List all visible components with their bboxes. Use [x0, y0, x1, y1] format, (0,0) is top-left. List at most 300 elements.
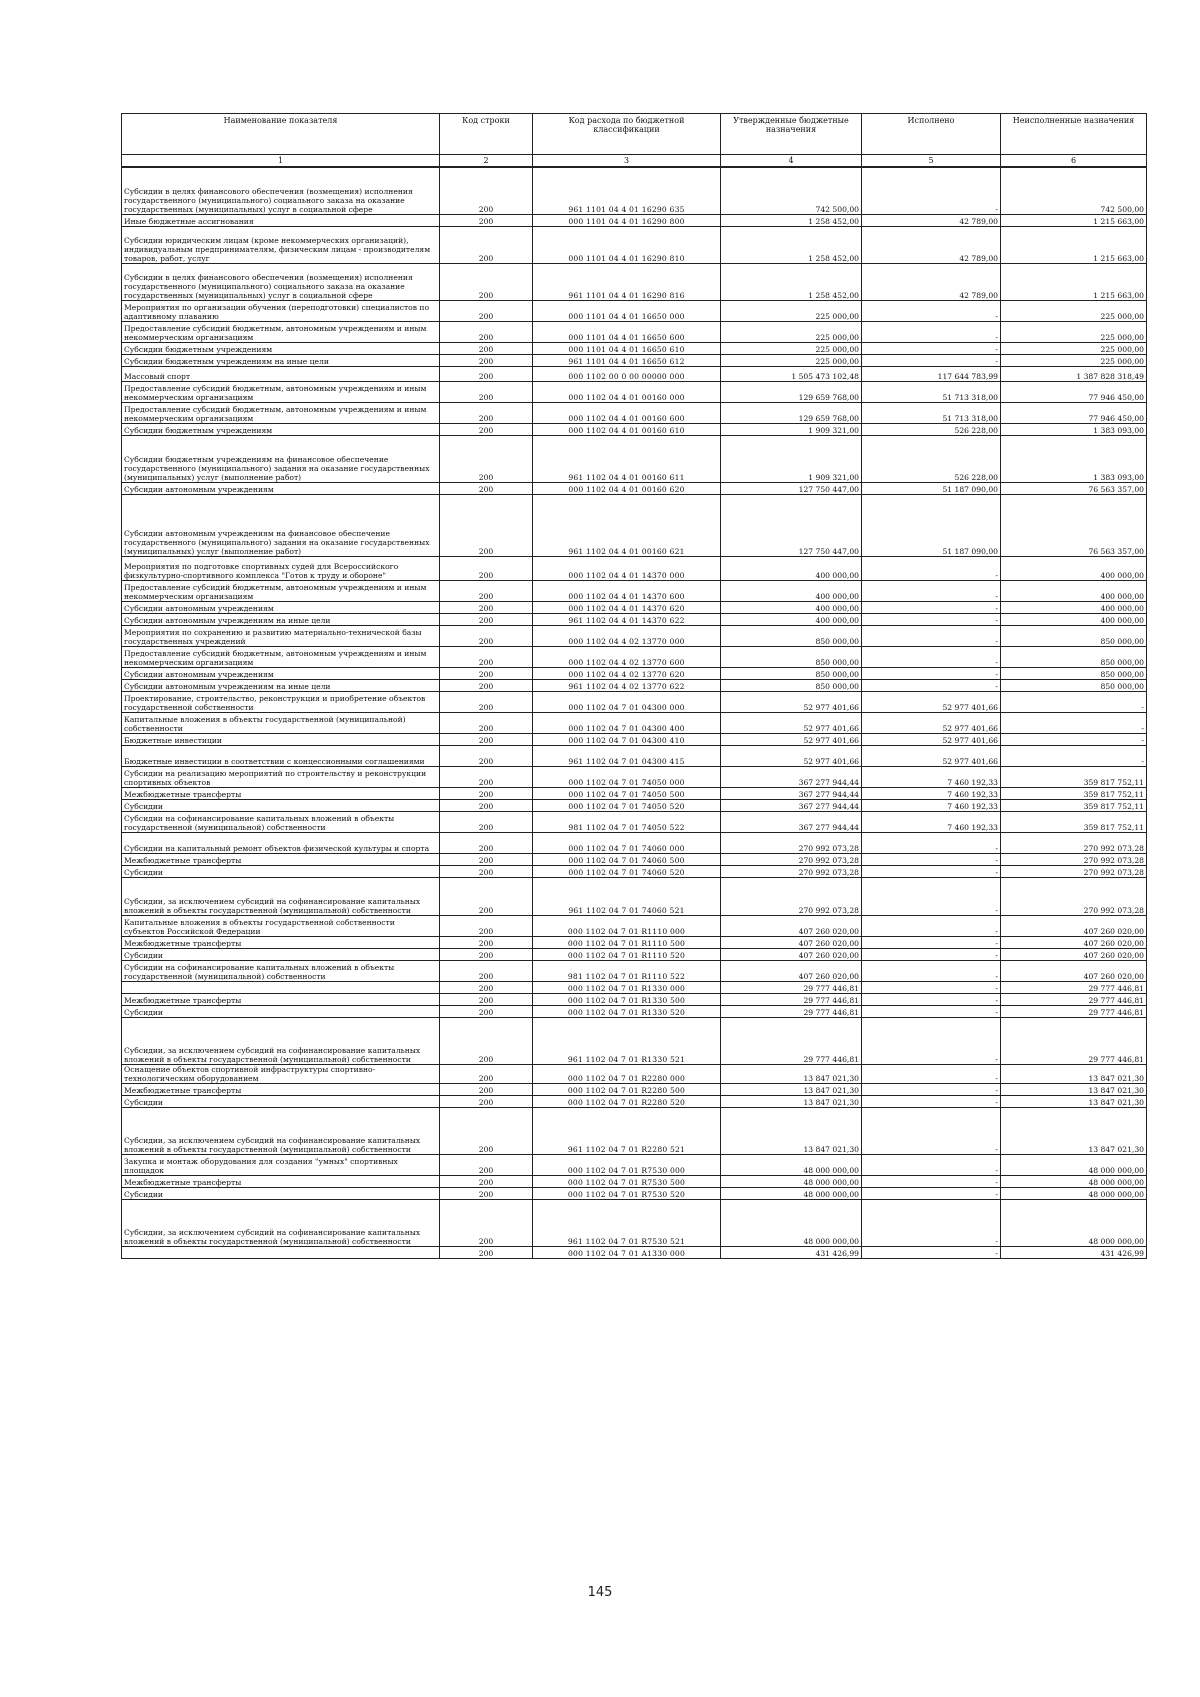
- cell-approved: 129 659 768,00: [721, 381, 862, 402]
- cell-name: Межбюджетные трансферты: [122, 993, 440, 1005]
- cell-expense-code: 000 1102 04 7 01 R7530 520: [533, 1187, 721, 1199]
- header-expense-code: Код расхода по бюджетной классификации: [533, 114, 721, 155]
- cell-remaining: -: [1001, 733, 1147, 745]
- cell-approved: 742 500,00: [721, 167, 862, 214]
- table-row: [122, 1064, 1147, 1083]
- cell-approved: 29 777 446,81: [721, 993, 862, 1005]
- cell-executed: -: [862, 646, 1001, 667]
- cell-line-code: 200: [440, 366, 533, 381]
- cell-line-code: 200: [440, 1095, 533, 1107]
- cell-name: Предоставление субсидий бюджетным, автономным учреждениям и иным некоммерческим организациям: [122, 646, 440, 667]
- table-row: [122, 1107, 1147, 1154]
- cell-remaining: 76 563 357,00: [1001, 482, 1147, 494]
- cell-line-code: 200: [440, 226, 533, 263]
- cell-expense-code: 981 1102 04 7 01 74050 522: [533, 811, 721, 832]
- cell-approved: 1 258 452,00: [721, 214, 862, 226]
- cell-executed: -: [862, 853, 1001, 865]
- cell-name: Субсидии бюджетным учреждениям на иные цели: [122, 354, 440, 366]
- cell-approved: 270 992 073,28: [721, 877, 862, 915]
- table-row: [122, 1199, 1147, 1246]
- cell-executed: 7 460 192,33: [862, 799, 1001, 811]
- table-row: [122, 1005, 1147, 1017]
- cell-name: Субсидии, за исключением субсидий на софинансирование капитальных вложений в объекты государственной (муниципальной) собственности: [122, 877, 440, 915]
- table-row: [122, 667, 1147, 679]
- table-row: [122, 1083, 1147, 1095]
- cell-name: Субсидии: [122, 865, 440, 877]
- cell-line-code: 200: [440, 601, 533, 613]
- cell-name: Межбюджетные трансферты: [122, 936, 440, 948]
- cell-approved: 270 992 073,28: [721, 865, 862, 877]
- cell-remaining: 359 817 752,11: [1001, 811, 1147, 832]
- cell-executed: 51 187 090,00: [862, 494, 1001, 556]
- cell-expense-code: 000 1102 04 7 01 R7530 000: [533, 1154, 721, 1175]
- cell-line-code: 200: [440, 342, 533, 354]
- cell-remaining: 225 000,00: [1001, 321, 1147, 342]
- cell-executed: -: [862, 915, 1001, 936]
- cell-name: Субсидии, за исключением субсидий на софинансирование капитальных вложений в объекты государственной (муниципальной) собственности: [122, 1199, 440, 1246]
- cell-approved: 400 000,00: [721, 613, 862, 625]
- cell-remaining: 1 387 828 318,49: [1001, 366, 1147, 381]
- cell-remaining: 48 000 000,00: [1001, 1154, 1147, 1175]
- cell-expense-code: 000 1102 04 7 01 74050 500: [533, 787, 721, 799]
- cell-name: Субсидии: [122, 799, 440, 811]
- cell-executed: -: [862, 1187, 1001, 1199]
- header-executed: Исполнено: [862, 114, 1001, 155]
- table-row: [122, 1154, 1147, 1175]
- cell-line-code: 200: [440, 263, 533, 300]
- cell-remaining: 359 817 752,11: [1001, 799, 1147, 811]
- cell-line-code: 200: [440, 435, 533, 482]
- cell-line-code: 200: [440, 321, 533, 342]
- cell-line-code: 200: [440, 936, 533, 948]
- cell-line-code: 200: [440, 556, 533, 580]
- cell-executed: -: [862, 625, 1001, 646]
- cell-approved: 225 000,00: [721, 354, 862, 366]
- cell-executed: 52 977 401,66: [862, 733, 1001, 745]
- cell-approved: 1 258 452,00: [721, 226, 862, 263]
- cell-expense-code: 000 1102 04 7 01 R1330 520: [533, 1005, 721, 1017]
- cell-name: Мероприятия по организации обучения (переподготовки) специалистов по адаптивному плаванию: [122, 300, 440, 321]
- cell-expense-code: 000 1102 04 4 01 00160 610: [533, 423, 721, 435]
- cell-name: Иные бюджетные ассигнования: [122, 214, 440, 226]
- cell-approved: 1 909 321,00: [721, 423, 862, 435]
- table-row: [122, 167, 1147, 214]
- table-row: [122, 981, 1147, 993]
- cell-line-code: 200: [440, 625, 533, 646]
- cell-name: Межбюджетные трансферты: [122, 1175, 440, 1187]
- header-number-5: 5: [862, 155, 1001, 168]
- table-row: [122, 865, 1147, 877]
- cell-expense-code: 000 1102 00 0 00 00000 000: [533, 366, 721, 381]
- cell-name: Субсидии на софинансирование капитальных вложений в объекты государственной (муниципальной) собственности: [122, 811, 440, 832]
- cell-remaining: 225 000,00: [1001, 342, 1147, 354]
- table-row: [122, 877, 1147, 915]
- cell-executed: 52 977 401,66: [862, 745, 1001, 766]
- cell-executed: 526 228,00: [862, 435, 1001, 482]
- cell-remaining: 400 000,00: [1001, 580, 1147, 601]
- cell-expense-code: 961 1101 04 4 01 16650 612: [533, 354, 721, 366]
- cell-remaining: 1 215 663,00: [1001, 226, 1147, 263]
- cell-name: Оснащение объектов спортивной инфраструктуры спортивно-технологическим оборудованием: [122, 1064, 440, 1083]
- cell-line-code: 200: [440, 613, 533, 625]
- cell-approved: 367 277 944,44: [721, 787, 862, 799]
- cell-name: Предоставление субсидий бюджетным, автономным учреждениям и иным некоммерческим организациям: [122, 402, 440, 423]
- cell-line-code: 200: [440, 167, 533, 214]
- cell-executed: -: [862, 321, 1001, 342]
- cell-expense-code: 961 1102 04 4 01 00160 621: [533, 494, 721, 556]
- cell-expense-code: 000 1102 04 4 01 00160 000: [533, 381, 721, 402]
- cell-approved: 48 000 000,00: [721, 1187, 862, 1199]
- cell-expense-code: 961 1102 04 7 01 R7530 521: [533, 1199, 721, 1246]
- table-row: [122, 832, 1147, 853]
- cell-expense-code: 000 1102 04 7 01 R1330 500: [533, 993, 721, 1005]
- cell-expense-code: 000 1102 04 4 01 00160 620: [533, 482, 721, 494]
- cell-expense-code: 961 1102 04 7 01 04300 415: [533, 745, 721, 766]
- cell-executed: -: [862, 832, 1001, 853]
- cell-approved: 850 000,00: [721, 667, 862, 679]
- cell-approved: 13 847 021,30: [721, 1083, 862, 1095]
- cell-line-code: 200: [440, 832, 533, 853]
- cell-expense-code: 981 1102 04 7 01 R1110 522: [533, 960, 721, 981]
- cell-name: Проектирование, строительство, реконструкция и приобретение объектов государственной собственности: [122, 691, 440, 712]
- cell-expense-code: 000 1102 04 7 01 04300 410: [533, 733, 721, 745]
- cell-remaining: 13 847 021,30: [1001, 1064, 1147, 1083]
- cell-name: Мероприятия по подготовке спортивных судей для Всероссийского физкультурно-спортивного комплекса "Готов к труду и обороне": [122, 556, 440, 580]
- cell-approved: 127 750 447,00: [721, 494, 862, 556]
- cell-remaining: 13 847 021,30: [1001, 1083, 1147, 1095]
- cell-expense-code: 961 1102 04 4 01 14370 622: [533, 613, 721, 625]
- cell-expense-code: 000 1102 04 7 01 R1330 000: [533, 981, 721, 993]
- cell-line-code: 200: [440, 354, 533, 366]
- cell-name: Субсидии автономным учреждениям на финансовое обеспечение государственного (муниципального) задания на оказание государственных (муниципальных) услуг (выполнение работ): [122, 494, 440, 556]
- cell-executed: -: [862, 167, 1001, 214]
- cell-executed: -: [862, 342, 1001, 354]
- cell-name: Субсидии: [122, 1005, 440, 1017]
- cell-approved: 367 277 944,44: [721, 811, 862, 832]
- cell-expense-code: 000 1102 04 7 01 R2280 520: [533, 1095, 721, 1107]
- cell-approved: 1 505 473 102,48: [721, 366, 862, 381]
- cell-approved: 48 000 000,00: [721, 1154, 862, 1175]
- cell-expense-code: 000 1101 04 4 01 16290 800: [533, 214, 721, 226]
- cell-approved: 52 977 401,66: [721, 745, 862, 766]
- cell-executed: -: [862, 679, 1001, 691]
- table-row: [122, 226, 1147, 263]
- cell-line-code: 200: [440, 1175, 533, 1187]
- cell-remaining: 225 000,00: [1001, 354, 1147, 366]
- cell-approved: 29 777 446,81: [721, 1017, 862, 1064]
- cell-remaining: 359 817 752,11: [1001, 766, 1147, 787]
- cell-approved: 52 977 401,66: [721, 712, 862, 733]
- cell-executed: 51 713 318,00: [862, 402, 1001, 423]
- cell-executed: -: [862, 1064, 1001, 1083]
- cell-approved: 407 260 020,00: [721, 915, 862, 936]
- cell-name: Закупка и монтаж оборудования для создания "умных" спортивных площадок: [122, 1154, 440, 1175]
- cell-executed: -: [862, 865, 1001, 877]
- cell-name: [122, 1246, 440, 1258]
- table-row: [122, 342, 1147, 354]
- cell-name: Субсидии, за исключением субсидий на софинансирование капитальных вложений в объекты государственной (муниципальной) собственности: [122, 1017, 440, 1064]
- cell-remaining: 77 946 450,00: [1001, 402, 1147, 423]
- cell-executed: -: [862, 993, 1001, 1005]
- table-header: [122, 114, 1147, 168]
- cell-name: Субсидии бюджетным учреждениям: [122, 423, 440, 435]
- table-row: [122, 556, 1147, 580]
- cell-name: Субсидии в целях финансового обеспечения (возмещения) исполнения государственного (муниципального) социального заказа на оказание государственных (муниципальных) услуг в социальной сфере: [122, 263, 440, 300]
- cell-expense-code: 000 1102 04 7 01 74060 520: [533, 865, 721, 877]
- table-row: [122, 646, 1147, 667]
- cell-executed: -: [862, 1175, 1001, 1187]
- budget-execution-table: [121, 113, 1147, 1259]
- cell-remaining: 270 992 073,28: [1001, 865, 1147, 877]
- cell-expense-code: 961 1102 04 7 01 R1330 521: [533, 1017, 721, 1064]
- cell-line-code: 200: [440, 691, 533, 712]
- cell-name: Субсидии, за исключением субсидий на софинансирование капитальных вложений в объекты государственной (муниципальной) собственности: [122, 1107, 440, 1154]
- table-row: [122, 214, 1147, 226]
- table-row: [122, 712, 1147, 733]
- cell-name: Капитальные вложения в объекты государственной (муниципальной) собственности: [122, 712, 440, 733]
- cell-approved: 407 260 020,00: [721, 948, 862, 960]
- cell-remaining: 407 260 020,00: [1001, 936, 1147, 948]
- cell-expense-code: 000 1102 04 4 01 14370 600: [533, 580, 721, 601]
- cell-line-code: 200: [440, 712, 533, 733]
- cell-approved: 270 992 073,28: [721, 853, 862, 865]
- cell-name: Субсидии автономным учреждениям: [122, 667, 440, 679]
- cell-expense-code: 961 1101 04 4 01 16290 635: [533, 167, 721, 214]
- cell-expense-code: 961 1102 04 4 02 13770 622: [533, 679, 721, 691]
- cell-approved: 225 000,00: [721, 300, 862, 321]
- cell-line-code: 200: [440, 865, 533, 877]
- cell-executed: 51 187 090,00: [862, 482, 1001, 494]
- cell-expense-code: 000 1101 04 4 01 16650 610: [533, 342, 721, 354]
- cell-line-code: 200: [440, 1199, 533, 1246]
- cell-expense-code: 000 1102 04 7 01 74060 000: [533, 832, 721, 853]
- cell-approved: 29 777 446,81: [721, 1005, 862, 1017]
- cell-line-code: 200: [440, 482, 533, 494]
- cell-remaining: -: [1001, 691, 1147, 712]
- table-row: [122, 1246, 1147, 1258]
- cell-line-code: 200: [440, 580, 533, 601]
- table-row: [122, 601, 1147, 613]
- table-row: [122, 679, 1147, 691]
- cell-line-code: 200: [440, 300, 533, 321]
- cell-line-code: 200: [440, 1187, 533, 1199]
- cell-expense-code: 000 1102 04 7 01 R2280 000: [533, 1064, 721, 1083]
- cell-expense-code: 000 1102 04 4 01 14370 000: [533, 556, 721, 580]
- cell-executed: -: [862, 936, 1001, 948]
- cell-expense-code: 961 1102 04 7 01 74060 521: [533, 877, 721, 915]
- cell-name: Субсидии бюджетным учреждениям: [122, 342, 440, 354]
- table-row: [122, 300, 1147, 321]
- cell-expense-code: 000 1102 04 7 01 R1110 000: [533, 915, 721, 936]
- cell-line-code: 200: [440, 745, 533, 766]
- cell-executed: -: [862, 354, 1001, 366]
- cell-remaining: 76 563 357,00: [1001, 494, 1147, 556]
- table-row: [122, 993, 1147, 1005]
- cell-expense-code: 000 1102 04 7 01 R2280 500: [533, 1083, 721, 1095]
- cell-expense-code: 000 1102 04 4 01 00160 600: [533, 402, 721, 423]
- page-number: 145: [587, 1585, 613, 1600]
- cell-name: Субсидии: [122, 948, 440, 960]
- cell-executed: -: [862, 877, 1001, 915]
- table-row: [122, 435, 1147, 482]
- cell-approved: 48 000 000,00: [721, 1199, 862, 1246]
- cell-expense-code: 000 1102 04 7 01 R7530 500: [533, 1175, 721, 1187]
- cell-remaining: 431 426,99: [1001, 1246, 1147, 1258]
- table-row: [122, 948, 1147, 960]
- table-row: [122, 321, 1147, 342]
- table-row: [122, 853, 1147, 865]
- cell-executed: -: [862, 1107, 1001, 1154]
- cell-remaining: 13 847 021,30: [1001, 1095, 1147, 1107]
- cell-expense-code: 000 1102 04 4 01 14370 620: [533, 601, 721, 613]
- cell-executed: 42 789,00: [862, 263, 1001, 300]
- table-row: [122, 494, 1147, 556]
- cell-approved: 29 777 446,81: [721, 981, 862, 993]
- cell-executed: -: [862, 1199, 1001, 1246]
- table-row: [122, 423, 1147, 435]
- cell-expense-code: 000 1101 04 4 01 16650 000: [533, 300, 721, 321]
- cell-remaining: 850 000,00: [1001, 679, 1147, 691]
- cell-expense-code: 000 1102 04 7 01 04300 000: [533, 691, 721, 712]
- cell-expense-code: 000 1101 04 4 01 16290 810: [533, 226, 721, 263]
- cell-line-code: 200: [440, 981, 533, 993]
- cell-line-code: 200: [440, 1017, 533, 1064]
- cell-executed: -: [862, 667, 1001, 679]
- cell-line-code: 200: [440, 960, 533, 981]
- cell-approved: 127 750 447,00: [721, 482, 862, 494]
- cell-line-code: 200: [440, 853, 533, 865]
- cell-name: Предоставление субсидий бюджетным, автономным учреждениям и иным некоммерческим организациям: [122, 580, 440, 601]
- cell-executed: 52 977 401,66: [862, 691, 1001, 712]
- table-row: [122, 766, 1147, 787]
- cell-name: Субсидии на капитальный ремонт объектов физической культуры и спорта: [122, 832, 440, 853]
- cell-approved: 407 260 020,00: [721, 960, 862, 981]
- cell-name: Предоставление субсидий бюджетным, автономным учреждениям и иным некоммерческим организациям: [122, 321, 440, 342]
- cell-name: Субсидии на реализацию мероприятий по строительству и реконструкции спортивных объектов: [122, 766, 440, 787]
- cell-approved: 270 992 073,28: [721, 832, 862, 853]
- table-row: [122, 263, 1147, 300]
- table-row: [122, 1187, 1147, 1199]
- header-line-code: Код строки: [440, 114, 533, 155]
- report-page: [121, 113, 1146, 1259]
- cell-line-code: 200: [440, 993, 533, 1005]
- cell-remaining: 48 000 000,00: [1001, 1187, 1147, 1199]
- cell-executed: -: [862, 1083, 1001, 1095]
- cell-approved: 850 000,00: [721, 646, 862, 667]
- cell-remaining: 1 383 093,00: [1001, 423, 1147, 435]
- cell-expense-code: 000 1102 04 7 01 74050 520: [533, 799, 721, 811]
- cell-executed: -: [862, 1017, 1001, 1064]
- cell-expense-code: 000 1102 04 4 02 13770 600: [533, 646, 721, 667]
- cell-remaining: 29 777 446,81: [1001, 1017, 1147, 1064]
- cell-approved: 52 977 401,66: [721, 733, 862, 745]
- cell-line-code: 200: [440, 423, 533, 435]
- cell-remaining: 225 000,00: [1001, 300, 1147, 321]
- cell-name: Предоставление субсидий бюджетным, автономным учреждениям и иным некоммерческим организациям: [122, 381, 440, 402]
- table-row: [122, 691, 1147, 712]
- table-row: [122, 580, 1147, 601]
- cell-line-code: 200: [440, 667, 533, 679]
- cell-executed: 7 460 192,33: [862, 787, 1001, 799]
- cell-line-code: 200: [440, 877, 533, 915]
- cell-executed: -: [862, 1095, 1001, 1107]
- header-number-4: 4: [721, 155, 862, 168]
- cell-expense-code: 000 1102 04 7 01 R1110 520: [533, 948, 721, 960]
- cell-approved: 1 258 452,00: [721, 263, 862, 300]
- cell-line-code: 200: [440, 381, 533, 402]
- cell-expense-code: 961 1102 04 7 01 R2280 521: [533, 1107, 721, 1154]
- cell-line-code: 200: [440, 1005, 533, 1017]
- cell-remaining: 77 946 450,00: [1001, 381, 1147, 402]
- cell-executed: -: [862, 1246, 1001, 1258]
- cell-name: Мероприятия по сохранению и развитию материально-технической базы государственных учреждений: [122, 625, 440, 646]
- cell-remaining: -: [1001, 712, 1147, 733]
- table-row: [122, 787, 1147, 799]
- cell-line-code: 200: [440, 1154, 533, 1175]
- cell-executed: -: [862, 300, 1001, 321]
- cell-approved: 400 000,00: [721, 601, 862, 613]
- cell-line-code: 200: [440, 402, 533, 423]
- header-number-3: 3: [533, 155, 721, 168]
- cell-line-code: 200: [440, 1064, 533, 1083]
- table-row: [122, 402, 1147, 423]
- cell-expense-code: 000 1102 04 7 01 A1330 000: [533, 1246, 721, 1258]
- cell-remaining: 13 847 021,30: [1001, 1107, 1147, 1154]
- table-row: [122, 366, 1147, 381]
- table-row: [122, 733, 1147, 745]
- cell-approved: 850 000,00: [721, 679, 862, 691]
- cell-name: Капитальные вложения в объекты государственной собственности субъектов Российской Федерации: [122, 915, 440, 936]
- cell-line-code: 200: [440, 799, 533, 811]
- cell-remaining: 400 000,00: [1001, 601, 1147, 613]
- table-row: [122, 482, 1147, 494]
- cell-name: Межбюджетные трансферты: [122, 1083, 440, 1095]
- cell-name: Субсидии на софинансирование капитальных вложений в объекты государственной (муниципальной) собственности: [122, 960, 440, 981]
- cell-executed: 42 789,00: [862, 226, 1001, 263]
- cell-line-code: 200: [440, 494, 533, 556]
- cell-line-code: 200: [440, 679, 533, 691]
- cell-executed: 7 460 192,33: [862, 766, 1001, 787]
- cell-executed: 526 228,00: [862, 423, 1001, 435]
- header-number-1: 1: [122, 155, 440, 168]
- cell-name: Массовый спорт: [122, 366, 440, 381]
- table-row: [122, 613, 1147, 625]
- cell-name: Субсидии: [122, 1187, 440, 1199]
- cell-name: Межбюджетные трансферты: [122, 853, 440, 865]
- cell-remaining: 29 777 446,81: [1001, 981, 1147, 993]
- cell-executed: 7 460 192,33: [862, 811, 1001, 832]
- cell-remaining: 1 215 663,00: [1001, 214, 1147, 226]
- cell-approved: 225 000,00: [721, 342, 862, 354]
- cell-remaining: 48 000 000,00: [1001, 1175, 1147, 1187]
- table-body: [122, 167, 1147, 1258]
- cell-approved: 431 426,99: [721, 1246, 862, 1258]
- cell-executed: -: [862, 1154, 1001, 1175]
- cell-approved: 225 000,00: [721, 321, 862, 342]
- cell-remaining: 270 992 073,28: [1001, 853, 1147, 865]
- cell-executed: -: [862, 613, 1001, 625]
- cell-approved: 1 909 321,00: [721, 435, 862, 482]
- cell-remaining: 270 992 073,28: [1001, 832, 1147, 853]
- cell-remaining: 407 260 020,00: [1001, 960, 1147, 981]
- cell-name: Субсидии автономным учреждениям на иные цели: [122, 679, 440, 691]
- header-remaining: Неисполненные назначения: [1001, 114, 1147, 155]
- cell-remaining: 29 777 446,81: [1001, 1005, 1147, 1017]
- header-number-6: 6: [1001, 155, 1147, 168]
- table-row: [122, 1175, 1147, 1187]
- cell-executed: -: [862, 580, 1001, 601]
- cell-line-code: 200: [440, 766, 533, 787]
